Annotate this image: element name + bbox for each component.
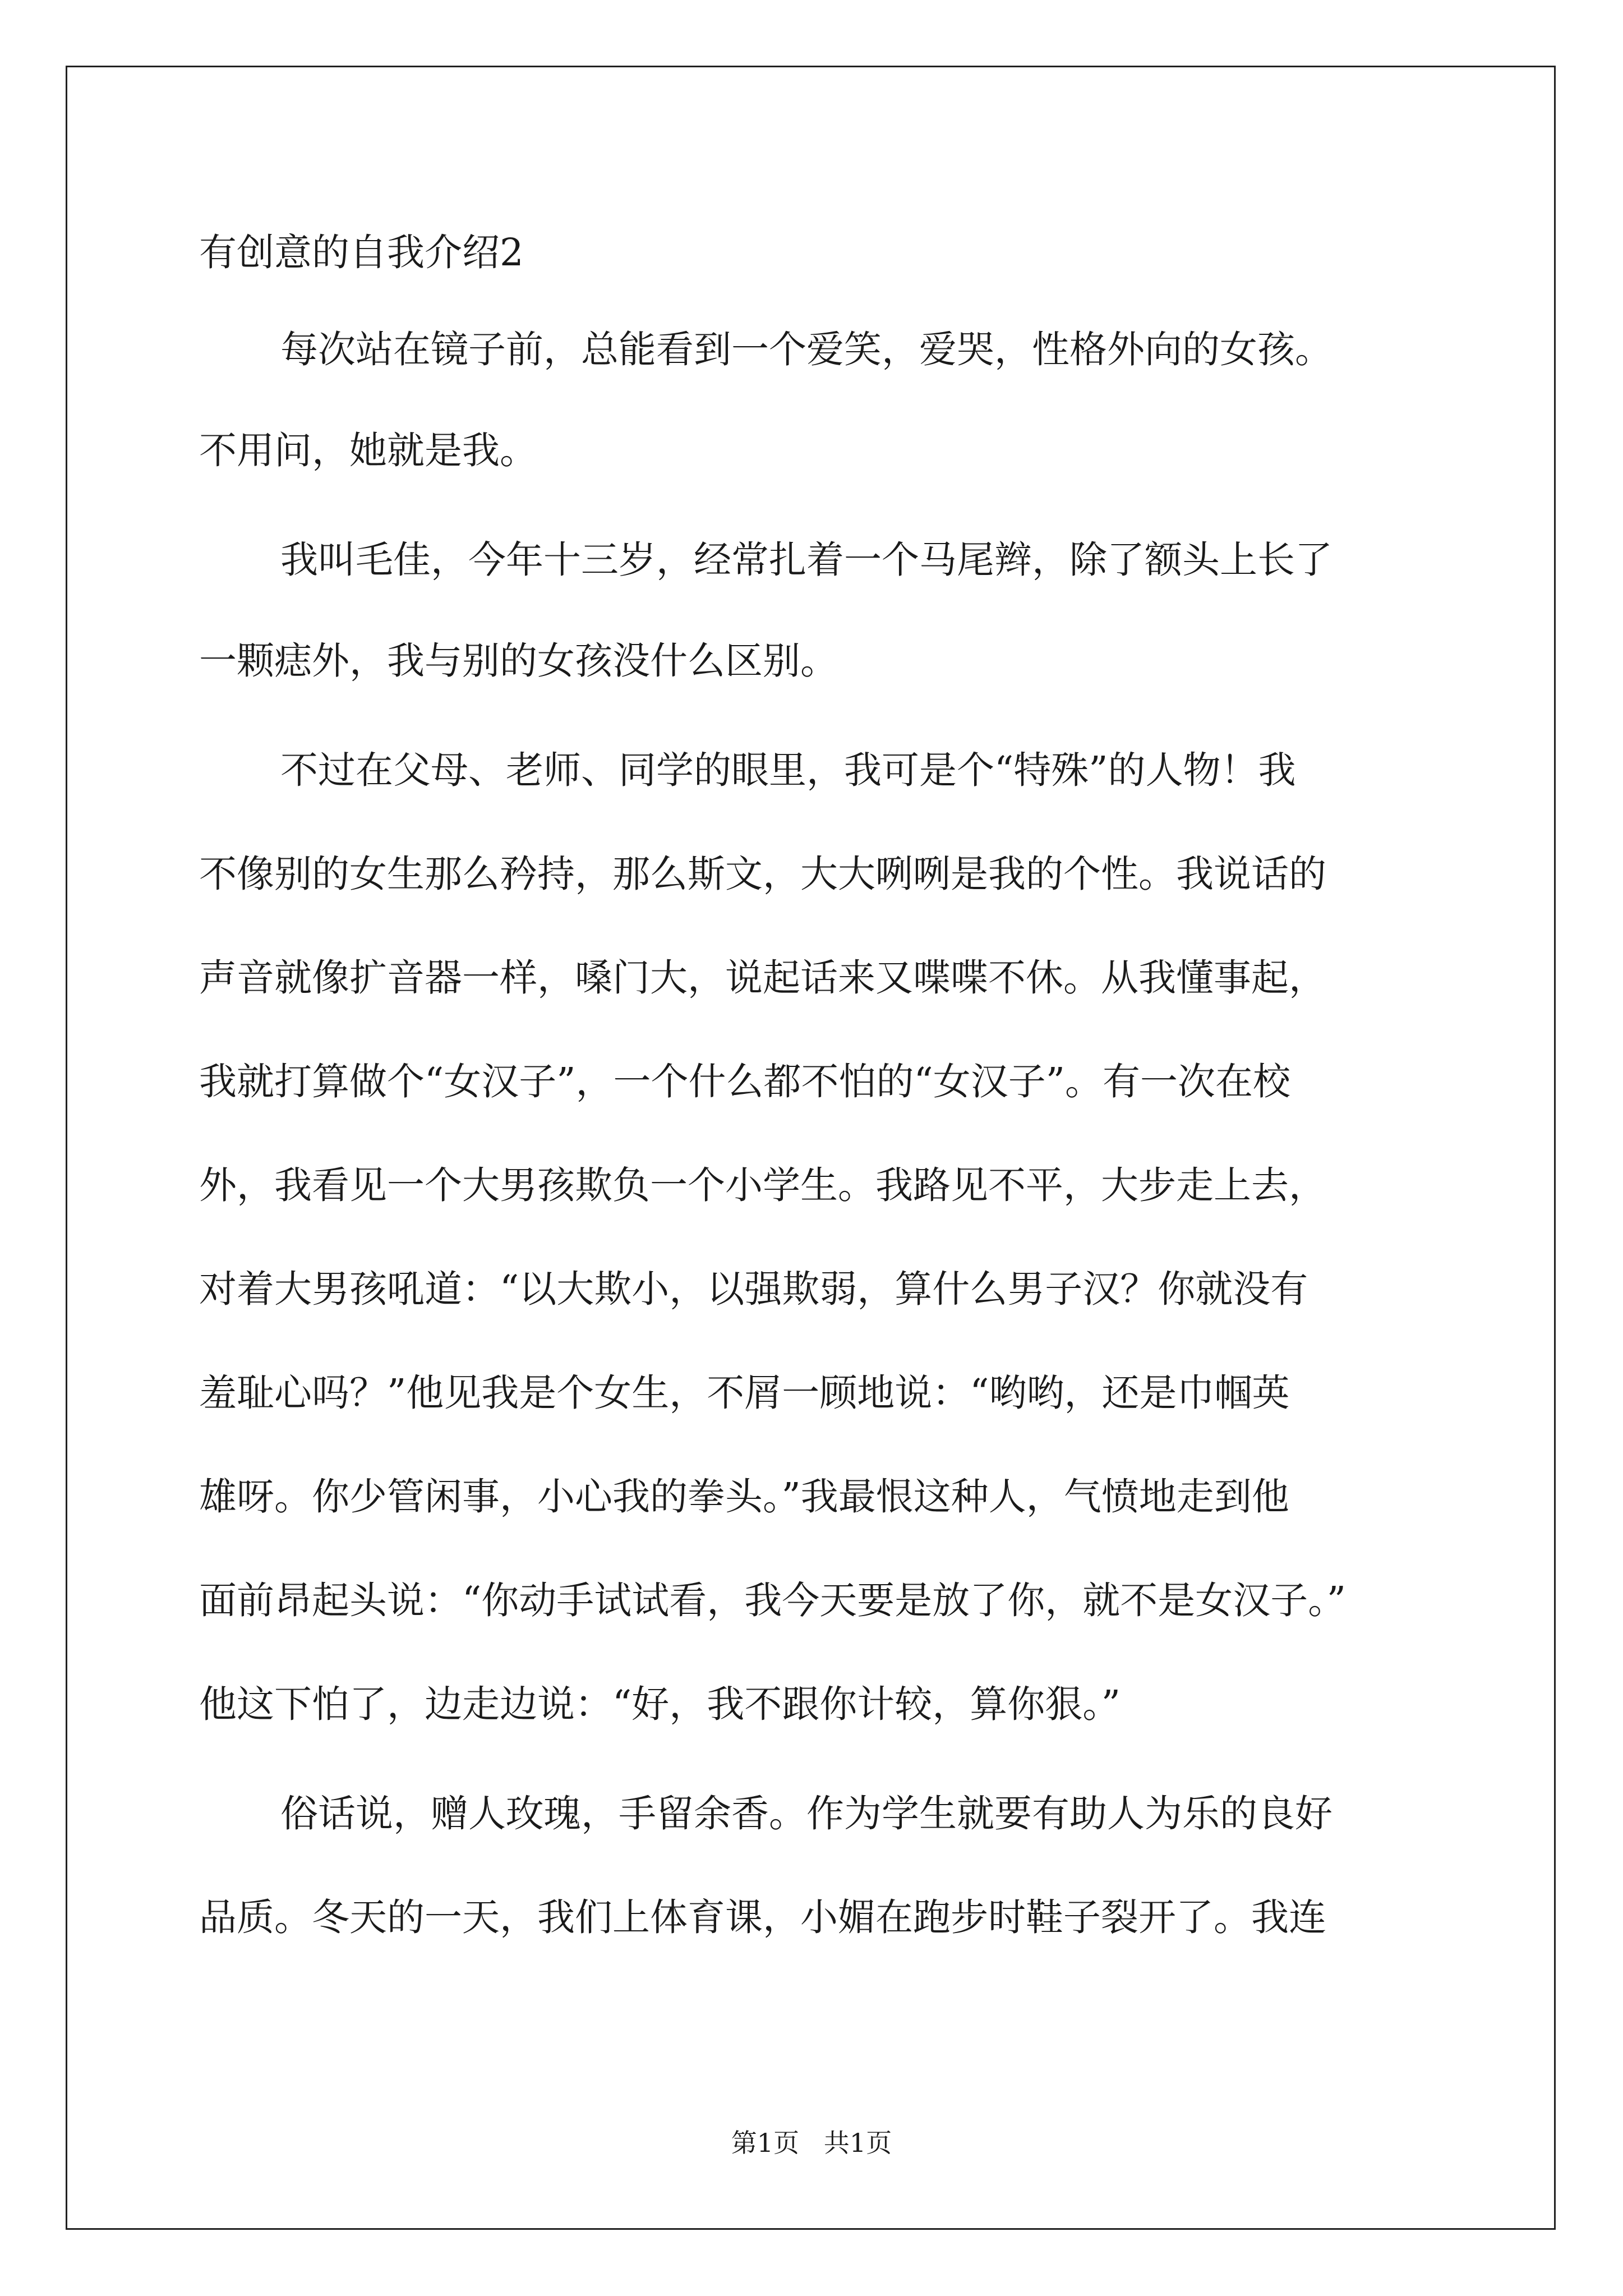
text-line: 我叫毛佳，今年十三岁，经常扎着一个马尾辫，除了额头上长了 bbox=[280, 538, 1332, 582]
text-line: 俗话说，赠人玫瑰，手留余香。作为学生就要有助人为乐的良好 bbox=[280, 1792, 1332, 1835]
text-line: 外，我看见一个大男孩欺负一个小学生。我路见不平，大步走上去， bbox=[199, 1163, 1326, 1207]
text-line: 我就打算做个“女汉子”，一个什么都不怕的“女汉子”。有一次在校 bbox=[199, 1060, 1291, 1103]
text-line: 雄呀。你少管闲事，小心我的拳头。”我最恨这种人，气愤地走到他 bbox=[199, 1475, 1289, 1519]
text-line: 不用问，她就是我。 bbox=[199, 429, 537, 472]
document-title: 有创意的自我介绍2 bbox=[199, 231, 524, 274]
page-number: 第1页 共1页 bbox=[731, 2128, 892, 2158]
text-line: 一颗痣外，我与别的女孩没什么区别。 bbox=[199, 639, 838, 683]
text-line: 面前昂起头说：“你动手试试看，我今天要是放了你，就不是女汉子。” bbox=[199, 1579, 1347, 1622]
text-line: 羞耻心吗？”他见我是个女生，不屑一顾地说：“哟哟，还是巾帼英 bbox=[199, 1371, 1290, 1415]
text-line: 对着大男孩吼道：“以大欺小，以强欺弱，算什么男子汉？你就没有 bbox=[199, 1267, 1308, 1311]
text-line: 不像别的女生那么矜持，那么斯文，大大咧咧是我的个性。我说话的 bbox=[199, 852, 1326, 896]
text-line: 声音就像扩音器一样，嗓门大，说起话来又喋喋不休。从我懂事起， bbox=[199, 956, 1326, 1000]
text-line: 不过在父母、老师、同学的眼里，我可是个“特殊”的人物！我 bbox=[280, 748, 1296, 792]
text-line: 每次站在镜子前，总能看到一个爱笑，爱哭，性格外向的女孩。 bbox=[280, 328, 1332, 371]
text-line: 品质。冬天的一天，我们上体育课，小媚在跑步时鞋子裂开了。我连 bbox=[199, 1895, 1326, 1939]
text-line: 他这下怕了，边走边说：“好，我不跟你计较，算你狠。” bbox=[199, 1682, 1121, 1726]
